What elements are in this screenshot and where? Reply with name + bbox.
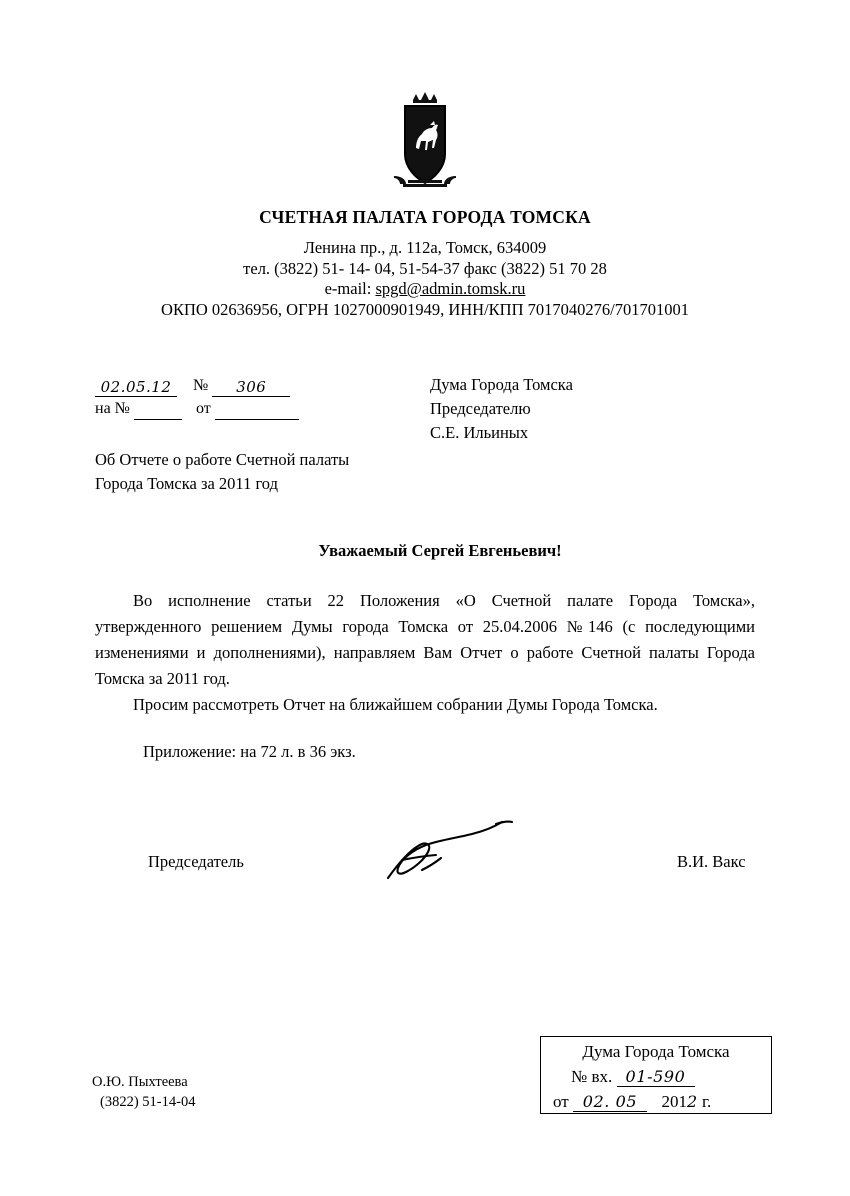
emblem-container xyxy=(0,92,850,192)
stamp-title: Дума Города Томска xyxy=(582,1042,730,1061)
reference-number-value[interactable]: 306 xyxy=(212,379,290,397)
email-label: e-mail: xyxy=(324,279,376,298)
addressee-line-3: С.Е. Ильиных xyxy=(430,423,529,442)
subject-line-1: Об Отчете о работе Счетной палаты xyxy=(95,450,350,469)
addressee-block xyxy=(430,373,573,445)
address-line-2: тел. (3822) 51- 14- 04, 51-54-37 факс (3822) 51 70 28 xyxy=(243,258,607,278)
subject-block xyxy=(95,448,349,496)
addressee-line-2: Председателю xyxy=(430,399,531,418)
incoming-number-label: на № xyxy=(95,400,130,417)
stamp-incoming-value[interactable]: 01-590 xyxy=(617,1068,695,1087)
stamp-date-row xyxy=(541,1089,771,1114)
organization-title: СЧЕТНАЯ ПАЛАТА ГОРОДА ТОМСКА xyxy=(259,207,591,227)
attachment-note: Приложение: на 72 л. в 36 экз. xyxy=(143,742,356,761)
subject-line-2: Города Томска за 2011 год xyxy=(95,474,278,493)
address-block xyxy=(0,238,850,320)
email-line xyxy=(0,279,850,300)
body-text xyxy=(95,588,755,718)
signatory-name: В.И. Вакс xyxy=(677,852,746,871)
incoming-number-field[interactable] xyxy=(134,404,182,420)
stamp-incoming-row xyxy=(541,1064,771,1089)
reference-block xyxy=(95,374,299,420)
stamp-year-hand[interactable]: 2 xyxy=(686,1092,698,1111)
signatory-title: Председатель xyxy=(148,852,244,871)
stamp-year-suffix: г. xyxy=(702,1092,712,1111)
executor-name: О.Ю. Пыхтеева xyxy=(92,1074,188,1090)
stamp-year-prefix: 201 xyxy=(661,1092,687,1111)
body-paragraph-2: Просим рассмотреть Отчет на ближайшем собрании Думы Города Томска. xyxy=(133,695,658,714)
incoming-registration-stamp xyxy=(540,1036,772,1114)
addressee-line-1: Дума Города Томска xyxy=(430,375,573,394)
codes-line: ОКПО 02636956, ОГРН 1027000901949, ИНН/КПП 7017040276/701701001 xyxy=(161,299,689,319)
reference-number-label: № xyxy=(193,377,209,394)
reference-date-value[interactable]: 02.05.12 xyxy=(95,379,177,397)
incoming-reference-row xyxy=(95,397,299,420)
incoming-date-field[interactable] xyxy=(215,404,299,420)
coat-of-arms-icon xyxy=(386,92,464,192)
executor-phone: (3822) 51-14-04 xyxy=(100,1094,196,1110)
email-link[interactable]: spgd@admin.tomsk.ru xyxy=(375,279,526,298)
handwritten-signature-icon xyxy=(378,812,538,892)
stamp-date-value[interactable]: 02. 05 xyxy=(573,1093,647,1112)
reference-date-row xyxy=(95,374,299,397)
address-line-1: Ленина пр., д. 112а, Томск, 634009 xyxy=(303,238,547,257)
salutation: Уважаемый Сергей Евгеньевич! xyxy=(318,541,562,560)
incoming-date-label: от xyxy=(195,400,211,417)
body-paragraph-1: Во исполнение статьи 22 Положения «О Счетной палате Города Томска», утвержденного решением Думы города Томска от 25.04.2006 №146 (с последующими изменениями и дополнениями), направляем Вам Отчет о работе Счетной палаты Города Томска за 2011 год. xyxy=(95,591,755,688)
stamp-incoming-label: № вх. xyxy=(571,1067,613,1086)
stamp-date-label: от xyxy=(553,1092,569,1111)
executor-block xyxy=(92,1072,195,1112)
